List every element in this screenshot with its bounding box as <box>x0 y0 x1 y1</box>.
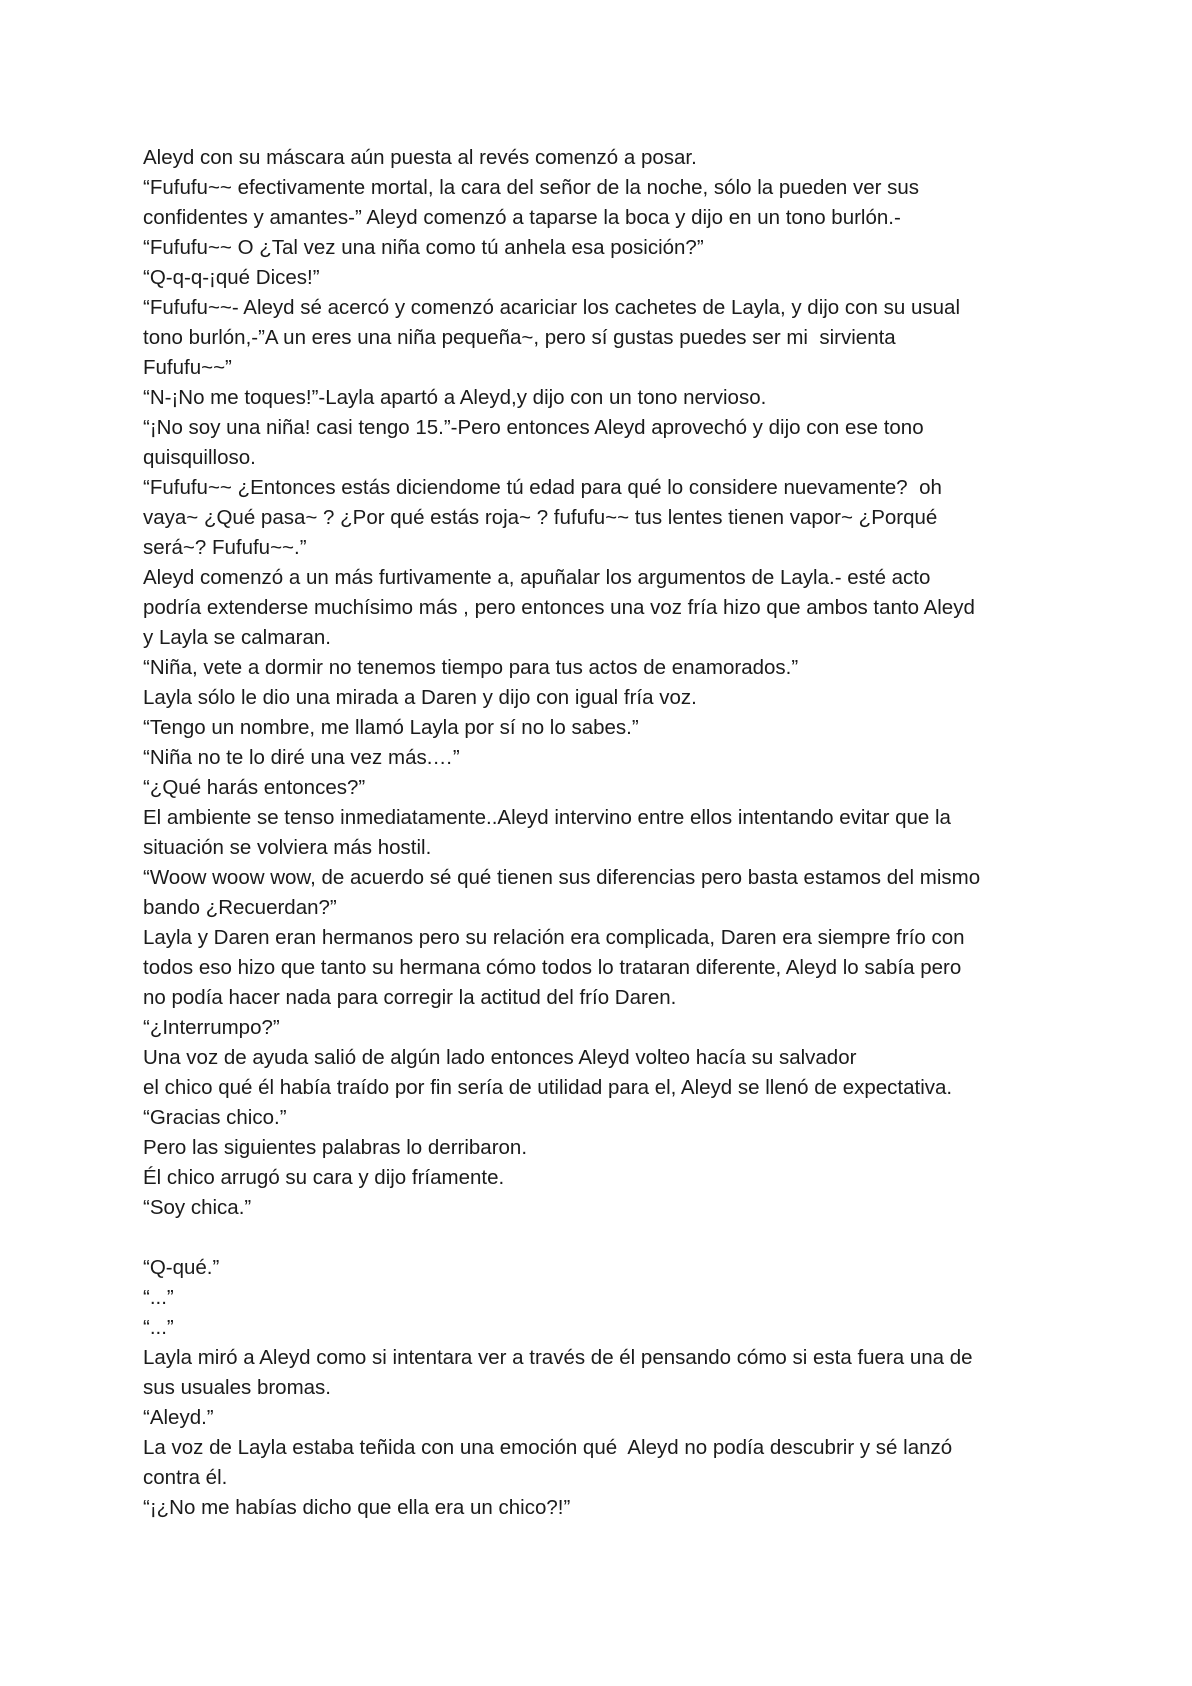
text-line: confidentes y amantes-” Aleyd comenzó a taparse la boca y dijo en un tono burlón.- <box>143 206 901 229</box>
text-line: “Fufufu~~ efectivamente mortal, la cara del señor de la noche, sólo la pueden ver sus <box>143 176 920 199</box>
document-body-text <box>143 143 1083 1523</box>
text-line: “Fufufu~~ O ¿Tal vez una niña como tú anhela esa posición?” <box>143 236 704 259</box>
text-line: tono burlón,-”A un eres una niña pequeña~, pero sí gustas puedes ser mi sirvienta <box>143 326 896 349</box>
text-line: contra él. <box>143 1466 228 1489</box>
text-line: Layla y Daren eran hermanos pero su relación era complicada, Daren era siempre frío con <box>143 926 965 949</box>
text-line: Una voz de ayuda salió de algún lado entonces Aleyd volteo hacía su salvador <box>143 1046 857 1069</box>
text-line: será~? Fufufu~~.” <box>143 536 307 559</box>
text-line: Fufufu~~” <box>143 356 232 379</box>
text-line: “Tengo un nombre, me llamó Layla por sí no lo sabes.” <box>143 716 639 739</box>
text-line: “Gracias chico.” <box>143 1106 287 1129</box>
text-line: “N-¡No me toques!”-Layla apartó a Aleyd,y dijo con un tono nervioso. <box>143 386 767 409</box>
text-line: Pero las siguientes palabras lo derribaron. <box>143 1136 528 1159</box>
text-line: El ambiente se tenso inmediatamente..Aleyd intervino entre ellos intentando evitar que la <box>143 806 951 829</box>
text-line: Él chico arrugó su cara y dijo fríamente. <box>143 1166 505 1189</box>
text-line: quisquilloso. <box>143 446 256 469</box>
text-line: no podía hacer nada para corregir la actitud del frío Daren. <box>143 986 677 1009</box>
blank-line <box>143 1223 1083 1253</box>
text-line: “Q-q-q-¡qué Dices!” <box>143 266 320 289</box>
text-line: “Fufufu~~- Aleyd sé acercó y comenzó acariciar los cachetes de Layla, y dijo con su usual <box>143 296 961 319</box>
text-line: “Soy chica.” <box>143 1196 252 1219</box>
text-line: “Aleyd.” <box>143 1406 214 1429</box>
text-line: sus usuales bromas. <box>143 1376 332 1399</box>
text-line: bando ¿Recuerdan?” <box>143 896 337 919</box>
text-line: “¿Interrumpo?” <box>143 1016 280 1039</box>
text-line: “Niña, vete a dormir no tenemos tiempo para tus actos de enamorados.” <box>143 656 799 679</box>
text-line: “¿Qué harás entonces?” <box>143 776 366 799</box>
text-line: podría extenderse muchísimo más , pero entonces una voz fría hizo que ambos tanto Aleyd <box>143 596 975 619</box>
text-line: “...” <box>143 1316 174 1339</box>
text-line: Aleyd comenzó a un más furtivamente a, apuñalar los argumentos de Layla.- esté acto <box>143 566 931 589</box>
text-line: Layla miró a Aleyd como si intentara ver a través de él pensando cómo si esta fuera una de <box>143 1346 973 1369</box>
text-line: “¡No soy una niña! casi tengo 15.”-Pero entonces Aleyd aprovechó y dijo con ese tono <box>143 416 924 439</box>
text-line: Aleyd con su máscara aún puesta al revés comenzó a posar. <box>143 146 697 169</box>
text-line: Layla sólo le dio una mirada a Daren y dijo con igual fría voz. <box>143 686 697 709</box>
text-line: situación se volviera más hostil. <box>143 836 432 859</box>
text-line: todos eso hizo que tanto su hermana cómo todos lo trataran diferente, Aleyd lo sabía pero <box>143 956 962 979</box>
text-line: La voz de Layla estaba teñida con una emoción qué Aleyd no podía descubrir y sé lanzó <box>143 1436 953 1459</box>
text-line: el chico qué él había traído por fin sería de utilidad para el, Aleyd se llenó de expectativa. <box>143 1076 953 1099</box>
text-line: “Q-qué.” <box>143 1256 220 1279</box>
text-line: vaya~ ¿Qué pasa~ ? ¿Por qué estás roja~ ? fufufu~~ tus lentes tienen vapor~ ¿Porqué <box>143 506 938 529</box>
text-line: “Fufufu~~ ¿Entonces estás diciendome tú edad para qué lo considere nuevamente? oh <box>143 476 942 499</box>
text-line: “¡¿No me habías dicho que ella era un chico?!” <box>143 1496 571 1519</box>
text-line: y Layla se calmaran. <box>143 626 332 649</box>
text-line: “...” <box>143 1286 174 1309</box>
text-line: “Woow woow wow, de acuerdo sé qué tienen sus diferencias pero basta estamos del mismo <box>143 866 981 889</box>
text-line: “Niña no te lo diré una vez más.…” <box>143 746 460 769</box>
